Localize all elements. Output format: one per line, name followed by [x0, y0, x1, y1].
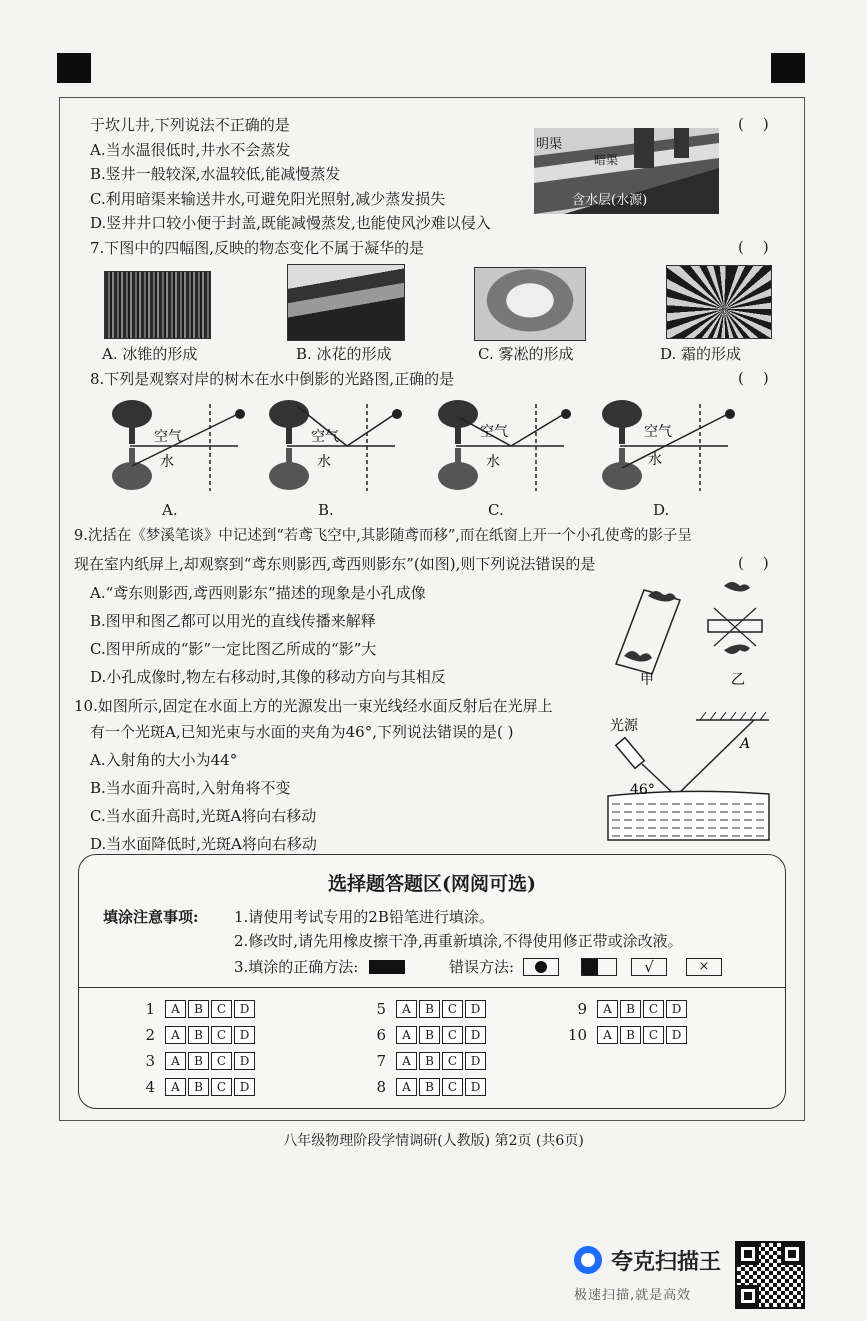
answer-row-number: 7: [376, 1052, 386, 1070]
answer-bubble[interactable]: A: [165, 1026, 186, 1044]
q7-caption-c: C. 雾凇的形成: [478, 345, 574, 363]
q10-option-d: D.当水面降低时,光斑A将向右移动: [90, 835, 317, 853]
answer-row-number: 5: [376, 1000, 386, 1018]
rime-photo: [474, 267, 586, 341]
q9-answer-paren: ( ): [738, 554, 769, 572]
q6-label-mingqu: 明渠: [536, 137, 563, 152]
answer-row-number: 2: [145, 1026, 155, 1044]
answer-bubble[interactable]: B: [620, 1026, 641, 1044]
answer-bubble[interactable]: C: [442, 1052, 463, 1070]
q9-option-b: B.图甲和图乙都可以用光的直线传播来解释: [90, 612, 376, 630]
q9-stem-line2: 现在室内纸屏上,却观察到“鸢东则影西,鸢西则影东”(如图),则下列说法错误的是: [74, 555, 596, 573]
answer-bubble[interactable]: A: [165, 1052, 186, 1070]
answer-bubble[interactable]: C: [211, 1026, 232, 1044]
answer-bubble[interactable]: C: [211, 1052, 232, 1070]
answer-row: [565, 1000, 687, 1018]
q8-label-b: B.: [318, 501, 334, 519]
q6-option-a: A.当水温很低时,井水不会蒸发: [90, 141, 291, 159]
q7-caption-a: A. 冰锥的形成: [102, 345, 198, 363]
q7-caption-d: D. 霜的形成: [660, 345, 742, 363]
answer-row-number: 8: [376, 1078, 386, 1096]
q8d-water-label: 水: [648, 452, 662, 468]
q10-angle-label: 46°: [630, 782, 655, 798]
answer-row: [565, 1026, 687, 1044]
q8-diagram-a: [110, 396, 260, 500]
answer-bubble[interactable]: A: [597, 1026, 618, 1044]
answer-row-number: 4: [145, 1078, 155, 1096]
kanerjing-figure: [534, 128, 719, 214]
answer-bubble[interactable]: A: [396, 1026, 417, 1044]
answer-bubble[interactable]: D: [465, 1026, 486, 1044]
ice-flower-photo: [287, 264, 405, 341]
q9-label-jia: 甲: [640, 672, 654, 688]
answer-bubble[interactable]: D: [666, 1000, 687, 1018]
answer-bubble[interactable]: D: [465, 1052, 486, 1070]
answer-row: [364, 1052, 486, 1070]
brand-slogan: 极速扫描,就是高效: [574, 1288, 692, 1303]
q8-diagram-d: [600, 396, 750, 500]
q7-stem: 7.下图中的四幅图,反映的物态变化不属于凝华的是: [90, 239, 425, 257]
answer-row: [133, 1000, 255, 1018]
q6-label-aquifer: 含水层(水源): [572, 193, 648, 208]
q6-option-d: D.竖井井口较小便于封盖,既能减慢蒸发,也能使风沙难以侵入: [90, 214, 491, 232]
q8c-water-label: 水: [486, 454, 500, 470]
answer-bubble[interactable]: C: [442, 1078, 463, 1096]
answer-bubble[interactable]: B: [188, 1052, 209, 1070]
q8c-air-label: 空气: [480, 424, 508, 440]
note-2: 2.修改时,请先用橡皮擦干净,再重新填涂,不得使用修正带或涂改液。: [234, 932, 683, 950]
answer-row: [133, 1026, 255, 1044]
answer-bubble[interactable]: C: [643, 1000, 664, 1018]
wrong-method-label: 错误方法:: [449, 958, 515, 976]
q8-stem: 8.下列是观察对岸的树木在水中倒影的光路图,正确的是: [90, 370, 455, 388]
icicle-photo: [104, 271, 211, 339]
answer-row: [364, 1026, 486, 1044]
answer-bubble[interactable]: C: [643, 1026, 664, 1044]
q8b-air-label: 空气: [311, 429, 339, 445]
note-3: 3.填涂的正确方法:: [234, 958, 359, 976]
correct-fill-sample: [369, 960, 405, 974]
q8-diagram-c: [436, 396, 586, 500]
q6-option-c: C.利用暗渠来输送井水,可避免阳光照射,减少蒸发损失: [90, 190, 446, 208]
answer-row-number: 6: [376, 1026, 386, 1044]
answer-bubble[interactable]: D: [465, 1078, 486, 1096]
notes-heading: 填涂注意事项:: [103, 908, 199, 926]
answer-row: [133, 1052, 255, 1070]
frost-photo: [666, 265, 772, 339]
q10-option-a: A.入射角的大小为44°: [90, 751, 238, 769]
answer-row-number: 10: [567, 1026, 587, 1044]
q8-label-d: D.: [653, 501, 670, 519]
answer-bubble[interactable]: B: [188, 1026, 209, 1044]
answer-area-title: 选择题答题区(网阅可选): [328, 873, 536, 895]
wrong-mark-check: √: [631, 958, 667, 976]
answer-bubble[interactable]: B: [188, 1078, 209, 1096]
q10-option-b: B.当水面升高时,入射角将不变: [90, 779, 291, 797]
q8-label-a: A.: [162, 501, 178, 519]
answer-bubble[interactable]: A: [396, 1000, 417, 1018]
answer-bubble[interactable]: A: [165, 1000, 186, 1018]
q9-label-yi: 乙: [731, 672, 745, 688]
answer-bubble[interactable]: D: [234, 1078, 255, 1096]
q8a-air-label: 空气: [154, 429, 182, 445]
answer-bubble[interactable]: B: [620, 1000, 641, 1018]
answer-bubble[interactable]: D: [465, 1000, 486, 1018]
q6-stem: 于坎儿井,下列说法不正确的是: [90, 116, 290, 134]
alignment-marker-right: [771, 53, 805, 83]
answer-bubble[interactable]: D: [234, 1052, 255, 1070]
quark-logo-icon: [574, 1246, 602, 1274]
answer-bubble[interactable]: C: [211, 1000, 232, 1018]
q8-label-c: C.: [488, 501, 504, 519]
q9-option-c: C.图甲所成的“影”一定比图乙所成的“影”大: [90, 640, 377, 658]
q10-stem-line2: 有一个光斑A,已知光束与水面的夹角为46°,下列说法错误的是( ): [90, 723, 514, 741]
answer-row-number: 9: [577, 1000, 587, 1018]
note-1: 1.请使用考试专用的2B铅笔进行填涂。: [234, 908, 494, 926]
answer-bubble[interactable]: A: [396, 1052, 417, 1070]
answer-area-divider: [79, 987, 785, 988]
answer-bubble[interactable]: B: [419, 1052, 440, 1070]
answer-row: [364, 1078, 486, 1096]
q9-stem-line1: 9.沈括在《梦溪笔谈》中记述到“若鸢飞空中,其影随鸢而移”,而在纸窗上开一个小孔使鸢的影子呈: [74, 528, 692, 544]
q8a-water-label: 水: [160, 454, 174, 470]
answer-row: [133, 1078, 255, 1096]
answer-bubble[interactable]: B: [419, 1078, 440, 1096]
answer-bubble[interactable]: C: [211, 1078, 232, 1096]
wrong-mark-cross: ×: [686, 958, 722, 976]
brand-name: 夸克扫描王: [611, 1250, 722, 1275]
answer-area: [78, 854, 786, 1109]
answer-bubble[interactable]: A: [396, 1078, 417, 1096]
wrong-mark-half: [581, 958, 617, 976]
answer-bubble[interactable]: C: [442, 1000, 463, 1018]
alignment-marker-left: [57, 53, 91, 83]
answer-bubble[interactable]: A: [597, 1000, 618, 1018]
answer-bubble[interactable]: B: [419, 1026, 440, 1044]
answer-bubble[interactable]: D: [234, 1000, 255, 1018]
answer-row: [364, 1000, 486, 1018]
answer-bubble[interactable]: D: [666, 1026, 687, 1044]
q6-option-b: B.竖井一般较深,水温较低,能减慢蒸发: [90, 165, 341, 183]
q6-answer-paren: ( ): [738, 115, 769, 133]
q8d-air-label: 空气: [644, 424, 672, 440]
q7-answer-paren: ( ): [738, 238, 769, 256]
q8-diagram-b: [267, 396, 417, 500]
reflection-figure: [604, 708, 774, 850]
q6-label-anqu: 暗渠: [594, 153, 619, 167]
answer-bubble[interactable]: B: [188, 1000, 209, 1018]
q9-option-a: A.“鸢东则影西,鸢西则影东”描述的现象是小孔成像: [90, 584, 426, 602]
q8b-water-label: 水: [317, 454, 331, 470]
answer-bubble[interactable]: C: [442, 1026, 463, 1044]
pinhole-figure: [596, 578, 776, 692]
answer-bubble[interactable]: B: [419, 1000, 440, 1018]
q10-stem-line1: 10.如图所示,固定在水面上方的光源发出一束光线经水面反射后在光屏上: [74, 697, 553, 715]
q10-source-label: 光源: [610, 718, 638, 734]
wrong-mark-dot: [523, 958, 559, 976]
answer-row-number: 1: [145, 1000, 155, 1018]
q10-option-c: C.当水面升高时,光斑A将向右移动: [90, 807, 317, 825]
answer-bubble[interactable]: D: [234, 1026, 255, 1044]
answer-bubble[interactable]: A: [165, 1078, 186, 1096]
q10-spot-label: A: [740, 736, 751, 752]
q9-option-d: D.小孔成像时,物左右移动时,其像的移动方向与其相反: [90, 668, 446, 686]
q7-caption-b: B. 冰花的形成: [296, 345, 392, 363]
answer-row-number: 3: [145, 1052, 155, 1070]
page-footer: 八年级物理阶段学情调研(人教版) 第2页 (共6页): [283, 1133, 584, 1149]
q8-answer-paren: ( ): [738, 369, 769, 387]
qr-code-icon: [735, 1241, 805, 1309]
